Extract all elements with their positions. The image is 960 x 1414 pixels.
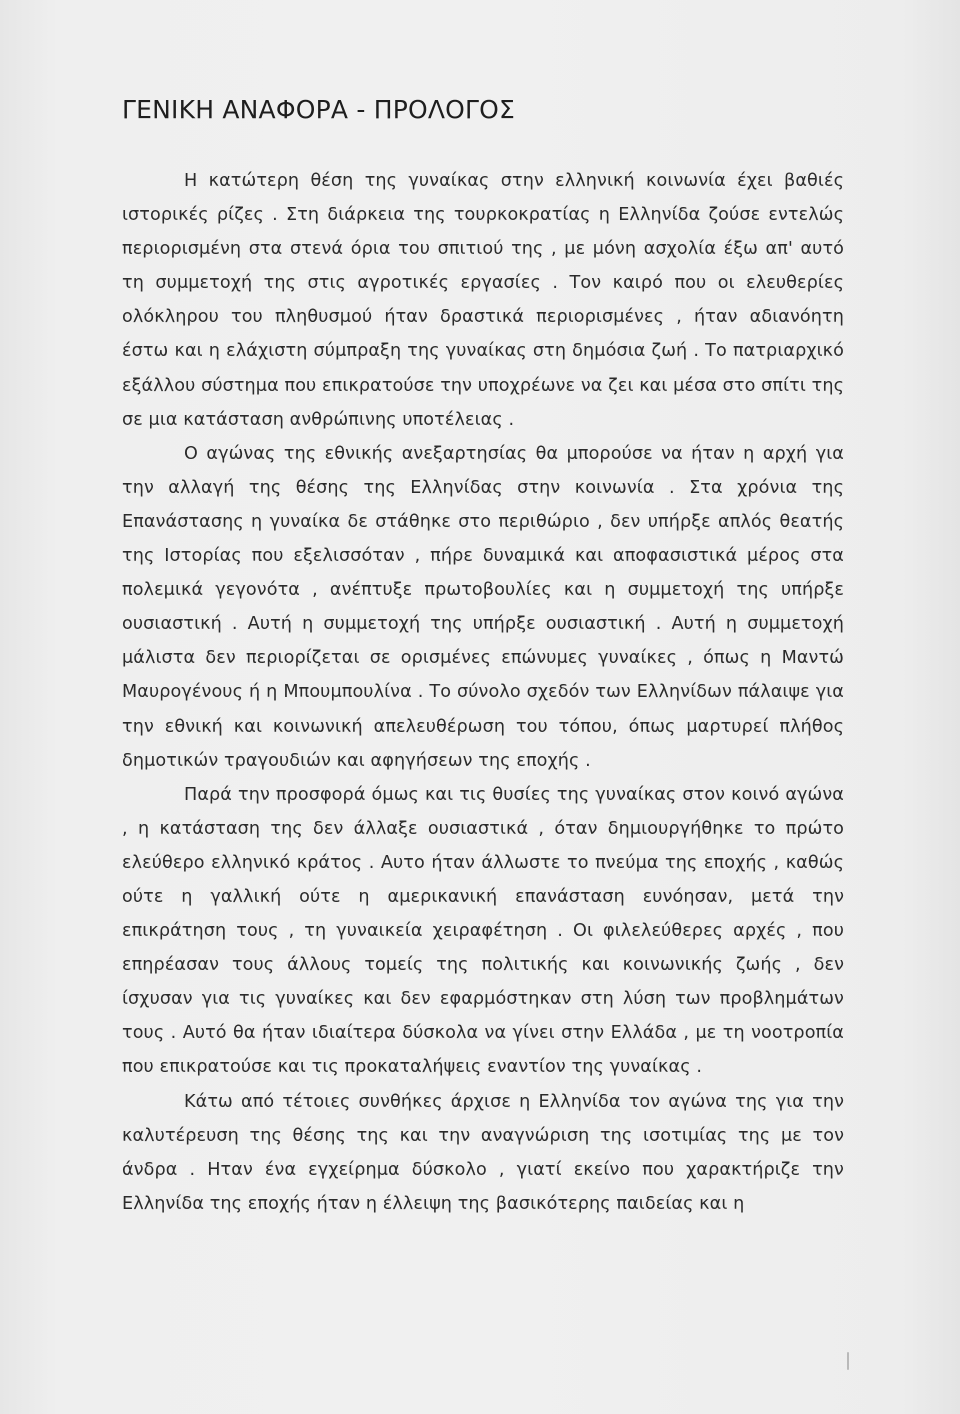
paragraph-2: Ο αγώνας της εθνικής ανεξαρτησίας θα μπορούσε να ήταν η αρχή για την αλλαγή της θέσης της Ελληνίδας στην κοινωνία . Στα χρόνια της Επανάστασης η γυναίκα δε στάθηκε στο περιθώριο , δεν υπήρξε απλός θεατής της Ιστορίας που εξελισσόταν , πήρε δυναμικά και αποφασιστικά μέρος στα πολεμικά γεγονότα , ανέπτυξε πρωτοβουλίες και η συμμετοχή της υπήρξε ουσιαστική . Αυτή η συμμετοχή της υπήρξε ουσιαστική . Αυτή η συμμετοχή μάλιστα δεν περιορίζεται σε ορισμένες επώνυμες γυναίκες , όπως η Μαντώ Μαυρογένους ή η Μπουμπουλίνα . Το σύνολο σχεδόν των Ελληνίδων πάλαιψε για την εθνική και κοινωνική απελευθέρωση του τόπου, όπως μαρτυρεί πλήθος δημοτικών τραγουδιών και αφηγήσεων της εποχής . <box>122 443 844 771</box>
paragraph-1: Η κατώτερη θέση της γυναίκας στην ελληνική κοινωνία έχει βαθιές ιστορικές ρίζες . Στη διάρκεια της τουρκοκρατίας η Ελληνίδα ζούσε εντελώς περιορισμένη στα στενά όρια του σπιτιού της , με μόνη ασχολία έξω απ' αυτό τη συμμετοχή της στις αγροτικές εργασίες . Τον καιρό που οι ελευθερίες ολόκληρου του πληθυσμού ήταν δραστικά περιορισμένες , ήταν αδιανόητη έστω και η ελάχιστη σύμπραξη της γυναίκας στη δημόσια ζωή . Το πατριαρχικό εξάλλου σύστημα που επικρατούσε την υποχρέωνε να ζει και μέσα στο σπίτι της σε μια κατάσταση ανθρώπινης υποτέλειας . <box>122 171 844 430</box>
page-title: ΓΕΝΙΚΗ ΑΝΑΦΟΡΑ - ΠΡΟΛΟΓΟΣ <box>122 95 516 124</box>
scan-speck <box>847 1352 849 1370</box>
paragraph-3: Παρά την προσφορά όμως και τις θυσίες της γυναίκας στον κοινό αγώνα , η κατάσταση της δεν άλλαξε ουσιαστικά , όταν δημιουργήθηκε το πρώτο ελεύθερο ελληνικό κράτος . Αυτο ήταν άλλωστε το πνεύμα της εποχής , καθώς ούτε η γαλλική ούτε η αμερικανική επανάσταση ευνόησαν, μετά την επικράτηση τους , τη γυναικεία χειραφέτηση . Οι φιλελεύθερες αρχές , που επηρέασαν τους άλλους τομείς της πολιτικής και κοινωνικής ζωής , δεν ίσχυσαν για τις γυναίκες και δεν εφαρμόστηκαν στη λύση των προβλημάτων τους . Αυτό θα ήταν ιδιαίτερα δύσκολα να γίνει στην Ελλάδα , με τη νοοτροπία που επικρατούσε και τις προκαταλήψεις εναντίον της γυναίκας . <box>122 784 844 1078</box>
body-text <box>122 164 844 1221</box>
paragraph-4: Κάτω από τέτοιες συνθήκες άρχισε η Ελληνίδα τον αγώνα της για την καλυτέρευση της θέσης της και την αναγνώριση της ισοτιμίας της με τον άνδρα . Ηταν ένα εγχείρημα δύσκολο , γιατί εκείνο που χαρακτήριζε την Ελληνίδα της εποχής ήταν η έλλειψη της βασικότερης παιδείας και η <box>122 1091 844 1214</box>
